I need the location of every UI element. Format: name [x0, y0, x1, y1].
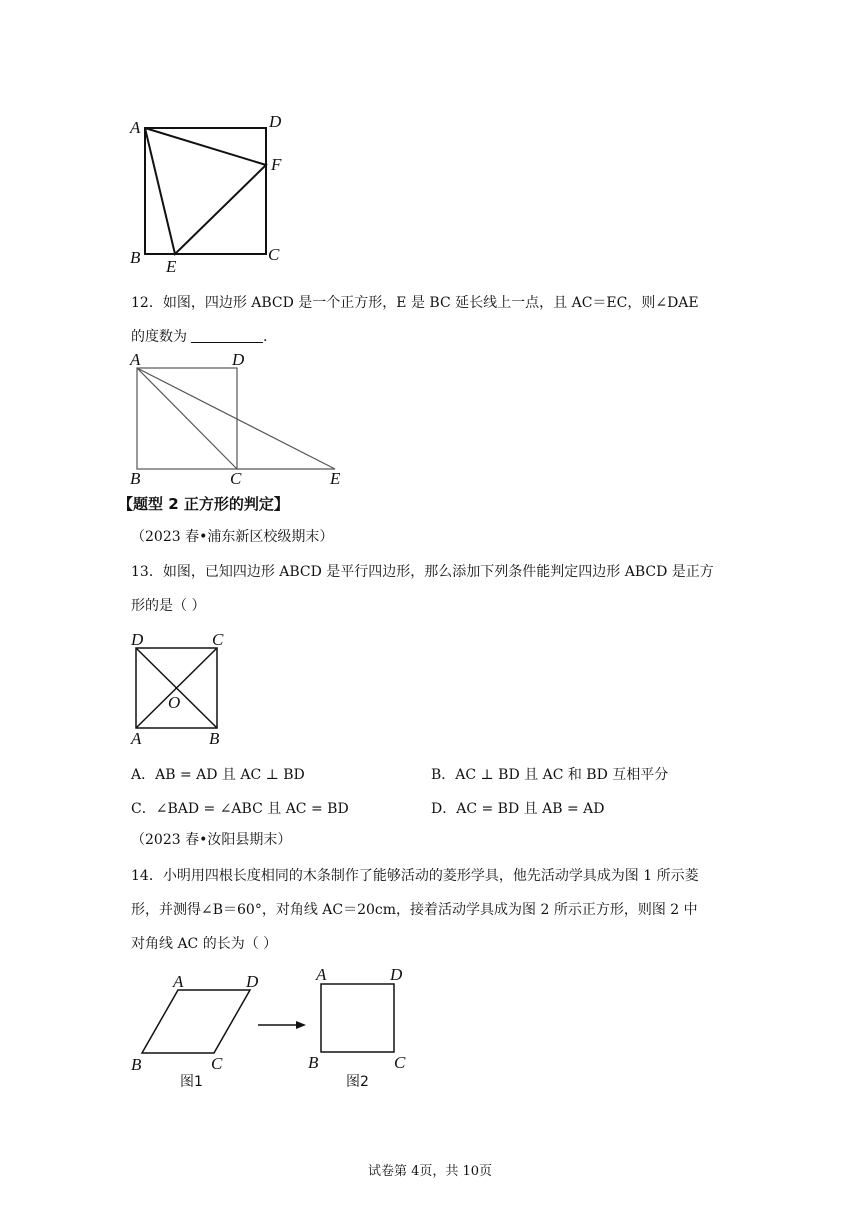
- label-D: D: [269, 112, 282, 131]
- q13-line1: 13．如图，已知四边形 ABCD 是平行四边形，那么添加下列条件能判定四边形 ABCD 是正方: [131, 564, 714, 580]
- q14-line3: 对角线 AC 的长为（ ）: [131, 936, 278, 952]
- page-footer: 试卷第 4页，共 10页: [367, 1164, 493, 1179]
- fig1-label-D: D: [246, 972, 259, 991]
- label-B: B: [130, 469, 141, 486]
- fig2-label-A: A: [316, 965, 327, 984]
- q13-line2: 形的是（ ）: [131, 598, 206, 614]
- fig2-label-C: C: [394, 1053, 406, 1072]
- fig1-label-B: B: [131, 1055, 142, 1074]
- fig1-caption: 图1: [180, 1074, 203, 1090]
- label-A: A: [130, 350, 141, 369]
- figure-q11: [120, 108, 300, 278]
- q13-source: （2023 春•浦东新区校级期末）: [131, 529, 334, 545]
- arrow-icon: [258, 1021, 306, 1029]
- label-B: B: [130, 248, 141, 267]
- section-title: 【题型 2 正方形的判定】: [118, 495, 289, 513]
- label-D: D: [131, 630, 144, 649]
- fig2-label-D: D: [390, 965, 403, 984]
- q13-option-c: C．∠BAD = ∠ABC 且 AC = BD: [131, 801, 349, 817]
- figure-q12: [120, 346, 360, 486]
- q13-option-b: B．AC ⊥ BD 且 AC 和 BD 互相平分: [431, 767, 669, 783]
- fig2-caption: 图2: [346, 1074, 369, 1090]
- answer-blank: [191, 328, 263, 343]
- figure-q14: [120, 958, 420, 1093]
- q12-line2-end: .: [263, 329, 268, 345]
- q14-line2: 形，并测得∠B＝60°，对角线 AC＝20cm，接着活动学具成为图 2 所示正方形，则图 2 中: [131, 902, 698, 918]
- q13-option-d: D．AC = BD 且 AB = AD: [431, 801, 605, 817]
- label-C: C: [230, 469, 242, 486]
- q14-source: （2023 春•汝阳县期末）: [131, 832, 292, 848]
- label-A: A: [131, 729, 142, 748]
- label-O: O: [168, 693, 181, 712]
- label-A: A: [130, 118, 141, 137]
- q13-option-a: A．AB = AD 且 AC ⊥ BD: [131, 767, 305, 783]
- q12-line2-text: 的度数为: [131, 329, 187, 345]
- fig2-label-B: B: [308, 1053, 319, 1072]
- label-B: B: [209, 729, 220, 748]
- label-C: C: [268, 245, 280, 264]
- fig1-label-C: C: [211, 1054, 223, 1073]
- q12-line1: 12．如图，四边形 ABCD 是一个正方形，E 是 BC 延长线上一点，且 AC＝EC，则∠DAE: [131, 295, 699, 311]
- label-F: F: [271, 155, 282, 174]
- label-C: C: [212, 630, 224, 649]
- label-D: D: [232, 350, 245, 369]
- q12-line2: [131, 327, 267, 347]
- fig1-label-A: A: [173, 972, 184, 991]
- label-E: E: [166, 257, 177, 276]
- figure-q13: [120, 628, 240, 750]
- q14-line1: 14．小明用四根长度相同的木条制作了能够活动的菱形学具，他先活动学具成为图 1 所示菱: [131, 868, 699, 884]
- label-E: E: [330, 469, 341, 486]
